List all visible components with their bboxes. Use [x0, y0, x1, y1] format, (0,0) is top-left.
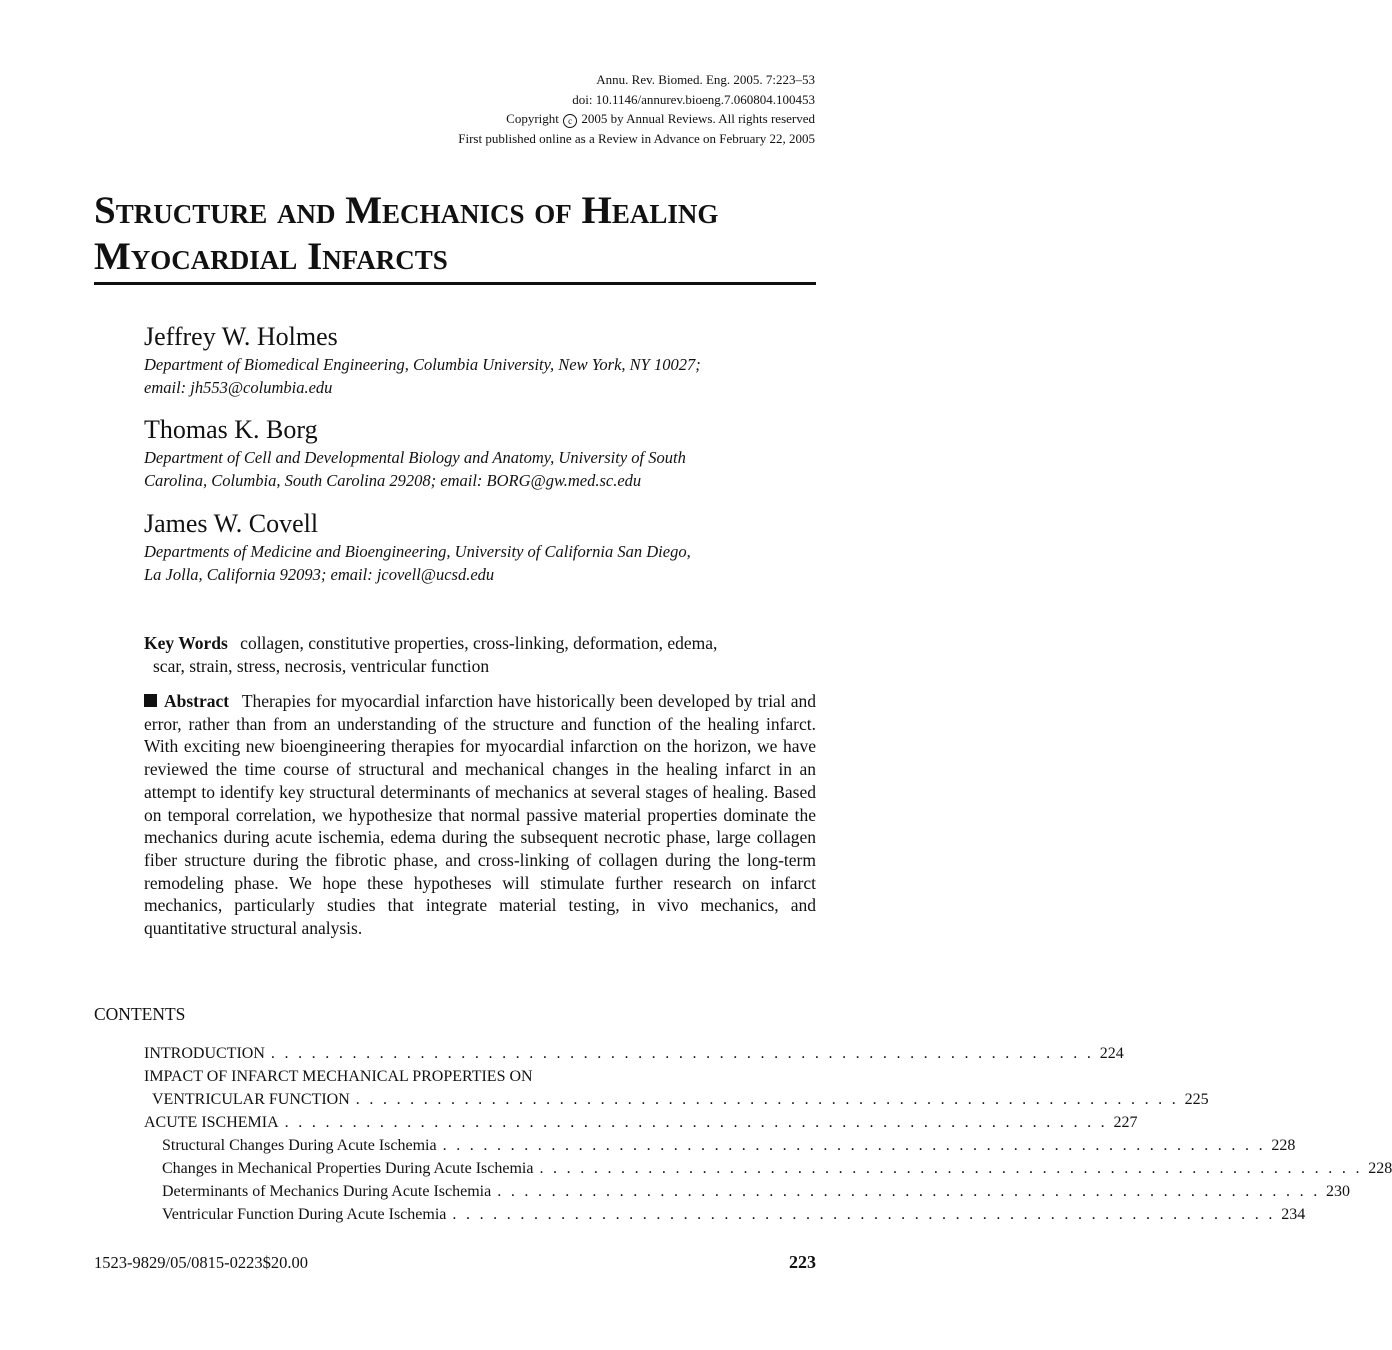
toc-entry[interactable] — [144, 1111, 1138, 1134]
table-of-contents — [144, 1042, 1392, 1226]
affiliation-email[interactable]: La Jolla, California 92093; email: jcovell@ucsd.edu — [144, 565, 495, 584]
copyright-text: 2005 by Annual Reviews. All rights reserved — [581, 111, 815, 126]
toc-entry[interactable] — [144, 1180, 1351, 1203]
author-name: James W. Covell — [144, 509, 319, 538]
title-rule — [94, 282, 816, 285]
affiliation-line: Department of Cell and Developmental Biology and Anatomy, University of South — [144, 448, 686, 467]
toc-entry-title: Determinants of Mechanics During Acute Ischemia — [162, 1183, 492, 1200]
affiliation-line: Departments of Medicine and Bioengineering, University of California San Diego, — [144, 542, 691, 561]
author-name: Thomas K. Borg — [144, 415, 318, 444]
toc-entry-title: Structural Changes During Acute Ischemia — [162, 1137, 437, 1154]
toc-leader-dots: . . . . . . . . . . . . . . . . . . . . . . . . . . . . . . . . . . . . . . . . . . . . . . . . . . . . . . . . . . . . . — [497, 1183, 1321, 1200]
publication-date: First published online as a Review in Advance on February 22, 2005 — [458, 130, 815, 146]
author-affiliation — [144, 540, 824, 586]
toc-page-number: 224 — [1099, 1045, 1124, 1062]
toc-entry-title: IMPACT OF INFARCT MECHANICAL PROPERTIES ON — [144, 1068, 533, 1085]
toc-entry[interactable] — [144, 1065, 816, 1088]
doi-link[interactable]: doi: 10.1146/annurev.bioeng.7.060804.100453 — [572, 91, 815, 107]
toc-page-number: 230 — [1326, 1183, 1351, 1200]
keywords-block — [144, 632, 816, 678]
page-number: 223 — [789, 1252, 816, 1272]
keywords-line-1: collagen, constitutive properties, cross-linking, deformation, edema, — [240, 633, 718, 653]
citation-block — [458, 70, 815, 148]
journal-citation: Annu. Rev. Biomed. Eng. 2005. 7:223–53 — [596, 72, 815, 87]
toc-leader-dots: . . . . . . . . . . . . . . . . . . . . . . . . . . . . . . . . . . . . . . . . . . . . . . . . . . . . . . . . . . . . . — [452, 1206, 1276, 1223]
footer-code: 1523-9829/05/0815-0223$20.00 — [94, 1253, 309, 1272]
affiliation-line: Department of Biomedical Engineering, Columbia University, New York, NY 10027; — [144, 355, 701, 374]
author-block — [144, 508, 824, 586]
copyright-icon: c — [563, 114, 577, 128]
toc-entry[interactable] — [144, 1042, 1124, 1065]
toc-entry[interactable] — [144, 1157, 1392, 1180]
toc-entry-title: Ventricular Function During Acute Ischemia — [162, 1206, 447, 1223]
author-block — [144, 414, 824, 492]
author-affiliation — [144, 446, 824, 492]
author-name: Jeffrey W. Holmes — [144, 322, 338, 351]
toc-leader-dots: . . . . . . . . . . . . . . . . . . . . . . . . . . . . . . . . . . . . . . . . . . . . . . . . . . . . . . . . . . . . . — [442, 1137, 1266, 1154]
keywords-line-2: scar, strain, stress, necrosis, ventricular function — [153, 656, 490, 676]
title-line-2: Myocardial Infarcts — [94, 235, 448, 278]
contents-heading: CONTENTS — [94, 1004, 186, 1024]
toc-leader-dots: . . . . . . . . . . . . . . . . . . . . . . . . . . . . . . . . . . . . . . . . . . . . . . . . . . . . . . . . . . . . . — [284, 1114, 1108, 1131]
copyright-prefix: Copyright — [506, 111, 559, 126]
toc-leader-dots: . . . . . . . . . . . . . . . . . . . . . . . . . . . . . . . . . . . . . . . . . . . . . . . . . . . . . . . . . . . . . — [539, 1160, 1363, 1177]
toc-entry[interactable] — [144, 1088, 1209, 1111]
toc-page-number: 227 — [1113, 1114, 1138, 1131]
toc-entry[interactable] — [144, 1134, 1296, 1157]
toc-page-number: 225 — [1184, 1091, 1209, 1108]
toc-entry[interactable] — [144, 1203, 1306, 1226]
abstract-text: Therapies for myocardial infarction have historically been developed by trial and error, rather than from an understanding of the structure and function of the healing infarct. With exciting new bioengineering therapies for myocardial infarction on the horizon, we have reviewed the time course of structural and mechanical changes in the healing infarct in an attempt to identify key structural determinants of mechanics at several stages of healing. Based on temporal correlation, we hypothesize that normal passive material properties dominate the mechanics during acute ischemia, edema during the subsequent necrotic phase, large collagen fiber structure during the fibrotic phase, and cross-linking of collagen during the long-term remodeling phase. We hope these hypotheses will stimulate further research on infarct mechanics, particularly studies that integrate material testing, in vivo mechanics, and quantitative structural analysis. — [144, 691, 816, 939]
author-affiliation — [144, 353, 824, 399]
toc-entry-title: INTRODUCTION — [144, 1045, 265, 1062]
author-block — [144, 321, 824, 399]
keywords-label: Key Words — [144, 633, 228, 653]
article-title — [94, 188, 816, 280]
toc-page-number: 228 — [1271, 1137, 1296, 1154]
toc-leader-dots: . . . . . . . . . . . . . . . . . . . . . . . . . . . . . . . . . . . . . . . . . . . . . . . . . . . . . . . . . . . . . — [355, 1091, 1179, 1108]
toc-page-number: 234 — [1281, 1206, 1306, 1223]
copyright-line — [458, 109, 815, 129]
affiliation-email[interactable]: Carolina, Columbia, South Carolina 29208; email: BORG@gw.med.sc.edu — [144, 471, 642, 490]
toc-entry-title: VENTRICULAR FUNCTION — [152, 1091, 350, 1108]
toc-entry-title: ACUTE ISCHEMIA — [144, 1114, 279, 1131]
toc-entry-title: Changes in Mechanical Properties During Acute Ischemia — [162, 1160, 534, 1177]
toc-leader-dots: . . . . . . . . . . . . . . . . . . . . . . . . . . . . . . . . . . . . . . . . . . . . . . . . . . . . . . . . . . . . . — [270, 1045, 1094, 1062]
abstract-block — [144, 690, 816, 940]
square-bullet-icon — [144, 694, 157, 707]
abstract-label: Abstract — [164, 691, 230, 711]
toc-page-number: 228 — [1368, 1160, 1392, 1177]
title-line-1: Structure and Mechanics of Healing — [94, 189, 719, 232]
affiliation-email[interactable]: email: jh553@columbia.edu — [144, 378, 333, 397]
